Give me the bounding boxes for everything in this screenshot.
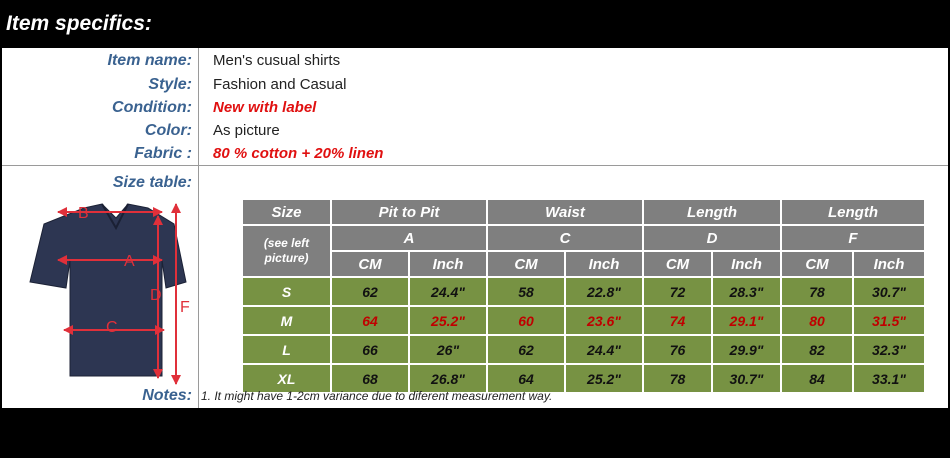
table-row xyxy=(242,277,925,306)
table-row-highlighted xyxy=(242,306,925,335)
size-table-label: Size table: xyxy=(112,174,192,191)
group-letter-f: F xyxy=(781,225,925,251)
size-note-line-1: (see left xyxy=(263,236,310,250)
notes-label: Notes: xyxy=(142,387,192,404)
unit-header: Inch xyxy=(565,251,643,277)
row-size: L xyxy=(242,335,331,364)
table-cell: 26" xyxy=(409,335,487,364)
item-specifics-panel xyxy=(2,48,948,408)
table-cell: 29.1" xyxy=(712,306,781,335)
table-cell: 28.3" xyxy=(712,277,781,306)
table-cell: 23.6" xyxy=(565,306,643,335)
group-letter-c: C xyxy=(487,225,643,251)
spec-label-fabric: Fabric : xyxy=(134,145,192,162)
table-cell: 78 xyxy=(781,277,853,306)
spec-value-fabric: 80 % cotton + 20% linen xyxy=(213,145,384,162)
table-cell: 30.7" xyxy=(853,277,925,306)
diagram-label-d: D xyxy=(150,287,162,304)
spec-label-style: Style: xyxy=(148,76,192,93)
size-column-note xyxy=(242,225,331,277)
table-cell: 82 xyxy=(781,335,853,364)
table-cell: 26.8" xyxy=(409,364,487,393)
spec-value-color: As picture xyxy=(213,122,280,139)
table-cell: 66 xyxy=(331,335,409,364)
spec-label-item-name: Item name: xyxy=(107,52,192,69)
group-letter-d: D xyxy=(643,225,781,251)
table-cell: 25.2" xyxy=(409,306,487,335)
size-note-line-2: picture) xyxy=(264,251,309,265)
unit-header: CM xyxy=(331,251,409,277)
table-cell: 29.9" xyxy=(712,335,781,364)
spec-label-color: Color: xyxy=(144,122,192,139)
group-letter-a: A xyxy=(331,225,487,251)
table-cell: 25.2" xyxy=(565,364,643,393)
shirt-diagram xyxy=(24,194,199,394)
header-title: Item specifics: xyxy=(6,12,152,35)
table-cell: 80 xyxy=(781,306,853,335)
notes-text: 1. It might have 1-2cm variance due to diferent measurement way. xyxy=(201,389,553,403)
unit-header: CM xyxy=(643,251,712,277)
table-cell: 24.4" xyxy=(409,277,487,306)
table-cell: 60 xyxy=(487,306,565,335)
table-cell: 64 xyxy=(331,306,409,335)
size-column-header: Size xyxy=(242,199,331,225)
size-table xyxy=(241,198,926,394)
table-cell: 64 xyxy=(487,364,565,393)
table-cell: 32.3" xyxy=(853,335,925,364)
table-cell: 74 xyxy=(643,306,712,335)
group-header-length-d: Length xyxy=(643,199,781,225)
footer-bar xyxy=(0,408,950,458)
diagram-label-f: F xyxy=(180,299,190,316)
unit-header: CM xyxy=(781,251,853,277)
unit-header: CM xyxy=(487,251,565,277)
table-cell: 58 xyxy=(487,277,565,306)
table-cell: 33.1" xyxy=(853,364,925,393)
row-size: XL xyxy=(242,364,331,393)
item-specifics-header xyxy=(0,0,950,48)
spec-label-condition: Condition: xyxy=(112,99,192,116)
table-cell: 76 xyxy=(643,335,712,364)
table-cell: 72 xyxy=(643,277,712,306)
table-cell: 62 xyxy=(487,335,565,364)
table-row xyxy=(242,335,925,364)
spec-value-item-name: Men's cusual shirts xyxy=(213,52,341,69)
diagram-label-b: B xyxy=(78,205,89,222)
table-cell: 78 xyxy=(643,364,712,393)
unit-header: Inch xyxy=(853,251,925,277)
table-cell: 31.5" xyxy=(853,306,925,335)
table-cell: 62 xyxy=(331,277,409,306)
unit-header: Inch xyxy=(712,251,781,277)
group-header-waist: Waist xyxy=(487,199,643,225)
table-cell: 30.7" xyxy=(712,364,781,393)
table-cell: 24.4" xyxy=(565,335,643,364)
shirt-illustration xyxy=(24,194,199,394)
table-cell: 68 xyxy=(331,364,409,393)
unit-header: Inch xyxy=(409,251,487,277)
table-cell: 84 xyxy=(781,364,853,393)
table-cell: 22.8" xyxy=(565,277,643,306)
diagram-label-a: A xyxy=(124,253,135,270)
row-size: S xyxy=(242,277,331,306)
group-header-pit-to-pit: Pit to Pit xyxy=(331,199,487,225)
group-header-length-f: Length xyxy=(781,199,925,225)
spec-value-condition: New with label xyxy=(213,99,317,116)
section-divider xyxy=(2,165,948,166)
diagram-label-c: C xyxy=(106,319,118,336)
spec-value-style: Fashion and Casual xyxy=(213,76,347,93)
shirt-shape xyxy=(30,204,186,376)
row-size: M xyxy=(242,306,331,335)
